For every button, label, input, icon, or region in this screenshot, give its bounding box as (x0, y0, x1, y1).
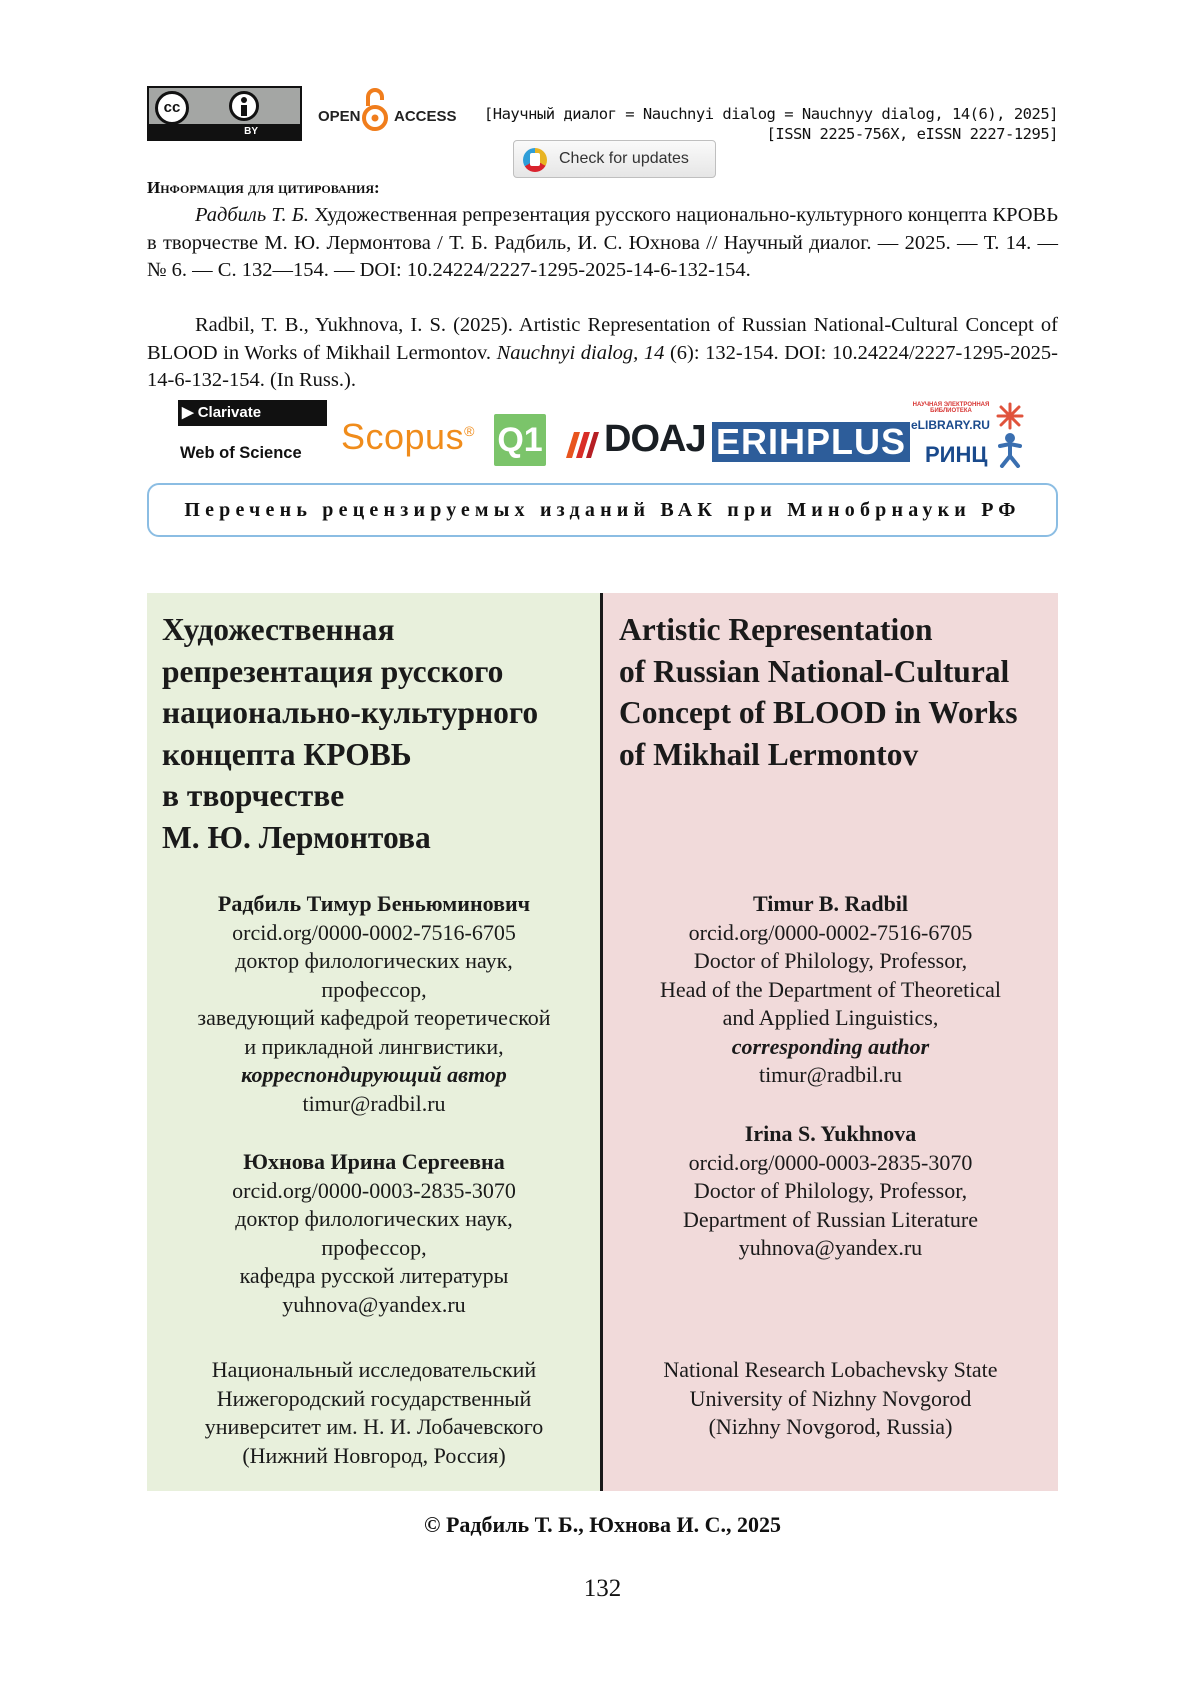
scopus-label: Scopus (341, 416, 465, 457)
crossmark-icon (523, 148, 547, 172)
vak-list-banner: Перечень рецензируемых изданий ВАК при Минобрнауки РФ (147, 483, 1058, 537)
russian-title-line: концепта КРОВЬ (162, 736, 412, 772)
english-title-line: of Mikhail Lermontov (619, 736, 919, 772)
author-affiliation-line: and Applied Linguistics, (722, 1005, 939, 1030)
author-email[interactable]: timur@radbil.ru (302, 1090, 446, 1116)
author-orcid[interactable]: orcid.org/0000-0003-2835-3070 (232, 1177, 516, 1203)
english-title-line: of Russian National-Cultural (619, 653, 1010, 689)
author-name: Irina S. Yukhnova (744, 1121, 917, 1146)
author-email[interactable]: timur@radbil.ru (758, 1062, 903, 1087)
cc-by-label: BY (149, 124, 300, 139)
scopus-logo[interactable]: Scopus® (341, 416, 475, 457)
author-affiliation-line: заведующий кафедрой теоретической (197, 1005, 551, 1030)
clarivate-logo[interactable]: ▶ Clarivate (178, 400, 327, 426)
institution-line: университет им. Н. И. Лобачевского (204, 1414, 544, 1439)
citation-ru-text: Художественная репрезентация русского национально-культурного концепта КРОВЬ в творчестве М. Ю. Лермонтова / Т. Б. Радбиль, И. С. Юхнова // Научный диалог. — 2025. — Т. 14. — № 6. — С. 132—154. — DOI: 10.24224/2227-1295-2025-14-6-132-154. (147, 204, 1059, 281)
ru-institution (147, 1356, 601, 1470)
author-name: Юхнова Ирина Сергеевна (243, 1149, 505, 1174)
attribution-person-icon (229, 91, 259, 121)
elibrary-figure-icon (993, 400, 1027, 468)
author-orcid[interactable]: orcid.org/0000-0003-2835-3070 (688, 1149, 973, 1175)
q1-badge: Q1 (494, 414, 546, 466)
russian-title-line: в творчестве (162, 778, 345, 813)
author-affiliation-line: профессор, (321, 976, 427, 1002)
citation-heading: Информация для цитирования: (147, 178, 380, 197)
author-name: Радбиль Тимур Беньюминович (217, 891, 531, 916)
open-access-label-left: OPEN (318, 108, 361, 125)
en-author-2 (603, 1120, 1058, 1263)
cc-icon: cc (155, 91, 189, 125)
institution-line: (Nizhny Novgorod, Russia) (708, 1414, 953, 1439)
author-affiliation-line: Doctor of Philology, Professor, (693, 948, 968, 973)
russian-title-line: национально-культурного (162, 695, 539, 730)
author-affiliation-line: и прикладной лингвистики, (244, 1033, 504, 1059)
citation-en-tail: (6): 132-154. DOI: 10.24224/2227-1295-2025-14-6-132-154. (In Russ.). (147, 341, 1058, 391)
citation-en-journal: Nauchnyi dialog, 14 (496, 341, 665, 364)
citation-en (147, 312, 1058, 395)
author-orcid[interactable]: orcid.org/0000-0002-7516-6705 (232, 919, 516, 945)
corresponding-author-label: corresponding author (731, 1033, 930, 1059)
author-affiliation-line: Department of Russian Literature (682, 1206, 979, 1232)
citation-ru (147, 202, 1058, 285)
institution-line: National Research Lobachevsky State (663, 1357, 998, 1382)
institution-line: University of Nizhny Novgorod (689, 1385, 972, 1411)
copyright-line: © Радбиль Т. Б., Юхнова И. С., 2025 (424, 1512, 781, 1537)
institution-line: Нижегородский государственный (216, 1385, 532, 1411)
english-title-line: Artistic Representation (619, 612, 933, 647)
rinc-logo[interactable]: РИНЦ (925, 442, 988, 467)
russian-title-line: М. Ю. Лермонтова (162, 819, 431, 855)
journal-reference-line1: [Научный диалог = Nauchnyi dialog = Nauchnyy dialog, 14(6), 2025] (483, 105, 1058, 123)
citation-en-text: Radbil, T. B., Yukhnova, I. S. (2025). Artistic Representation of Russian National-Cultural Concept of BLOOD in Works of Mikhail Lermontov. (147, 314, 1058, 364)
doaj-mark-icon (562, 428, 600, 460)
russian-title-line: репрезентация русского (162, 653, 504, 689)
english-title-line: Concept of BLOOD in Works (619, 695, 1018, 730)
check-for-updates-button[interactable] (513, 140, 716, 178)
institution-line: Национальный исследовательский (211, 1357, 537, 1382)
open-access-label-right: ACCESS (394, 108, 457, 125)
en-institution (603, 1356, 1058, 1442)
russian-title (162, 609, 592, 858)
check-for-updates-label: Check for updates (559, 150, 689, 167)
erihplus-logo[interactable]: ERIHPLUS (712, 422, 910, 462)
author-affiliation-line: Head of the Department of Theoretical (659, 976, 1002, 1002)
author-name: Timur B. Radbil (752, 891, 909, 916)
author-orcid[interactable]: orcid.org/0000-0002-7516-6705 (688, 919, 973, 945)
author-affiliation-line: доктор филологических наук, (235, 948, 513, 973)
ru-author-1 (147, 890, 601, 1118)
author-affiliation-line: Doctor of Philology, Professor, (693, 1178, 968, 1203)
author-email[interactable]: yuhnova@yandex.ru (738, 1235, 923, 1260)
doaj-logo[interactable]: DOAJ (604, 418, 706, 460)
ru-author-2 (147, 1148, 601, 1319)
citation-ru-authors: Радбиль Т. Б. (195, 204, 310, 226)
web-of-science-label: Web of Science (180, 444, 302, 462)
elibrary-caption: НАУЧНАЯ ЭЛЕКТРОННАЯ БИБЛИОТЕКА (912, 402, 990, 414)
journal-reference-line2: [ISSN 2225-756X, eISSN 2227-1295] (766, 125, 1058, 143)
institution-line: (Нижний Новгород, Россия) (242, 1442, 506, 1468)
cc-by-license-badge[interactable] (147, 86, 302, 141)
journal-reference (484, 104, 1058, 144)
english-title (619, 609, 1054, 775)
elibrary-logo[interactable]: eLIBRARY.RU (911, 418, 990, 432)
corresponding-author-label: корреспондирующий автор (241, 1062, 507, 1087)
en-author-1 (603, 890, 1058, 1090)
author-affiliation-line: профессор, (321, 1234, 427, 1260)
clarivate-label: Clarivate (197, 404, 262, 421)
page-number: 132 (583, 1575, 622, 1602)
author-email[interactable]: yuhnova@yandex.ru (282, 1291, 466, 1317)
author-affiliation-line: доктор филологических наук, (235, 1206, 513, 1231)
open-access-lock-icon (362, 86, 388, 132)
russian-title-line: Художественная (162, 612, 395, 647)
author-affiliation-line: кафедра русской литературы (239, 1263, 509, 1288)
